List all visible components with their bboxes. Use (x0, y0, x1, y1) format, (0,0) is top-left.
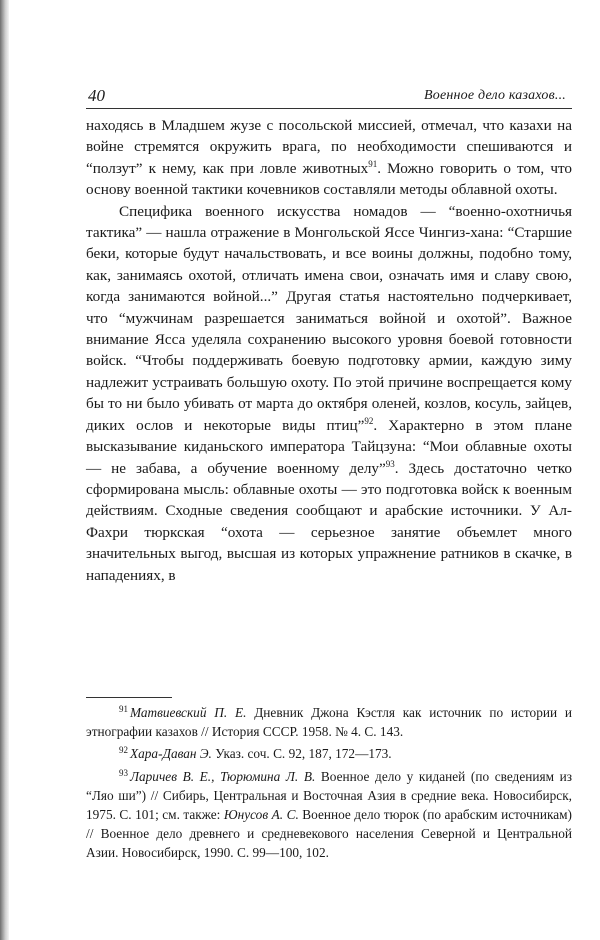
paragraph-1 (86, 115, 572, 201)
footnote-ref-91: 91 (368, 158, 378, 169)
footnote-number: 91 (119, 704, 128, 714)
footnote-91 (86, 703, 572, 741)
footnote-author: Хара-Даван Э. (130, 746, 212, 762)
footnote-author-2: Юнусов А. С. (223, 807, 299, 823)
p1-text-1: находясь в Младшем жузе с посольской миссией, отмечал, что казахи на войне стремятся окружить врага, по необходимости спешиваются и “ползут” к нему, как при ловле животных (86, 117, 572, 177)
footnote-number: 93 (119, 767, 128, 778)
footnote-92 (86, 744, 572, 763)
p2-text-3: . Здесь достаточно четко сформирована мысль: облавные охоты — это подготовка войск к военным действиям. Сходные сведения сообщают и арабские источники. У Ал-Фахри тюркская “охота — серьезное занятие объемлет много значительных выгод, высшая из которых упражнение ратников в скачке, в нападениях, в (86, 459, 572, 584)
body-text (86, 115, 572, 586)
header-rule (86, 108, 572, 109)
p2-text-2: . Характерно в этом плане высказывание киданьского императора Тайцзуна: “Мои облавные охоты — не забава, а обучение военному делу” (86, 416, 572, 477)
footnote-text: Дневник Джона Кэстля как источник по истории и этнографии казахов // История СССР. 1958. № 4. С. 143. (86, 705, 572, 740)
page-number: 40 (88, 86, 105, 105)
footnote-ref-93: 93 (385, 458, 395, 469)
footnote-93 (86, 767, 572, 863)
paragraph-2 (86, 201, 572, 586)
footnotes (86, 703, 572, 866)
page-header (86, 86, 572, 108)
p2-text-1: Специфика военного искусства номадов — “военно-охотничья тактика” — нашла отражение в Монгольской Ясcе Чингиз-хана: “Старшие беки, которые будут начальствовать, и все воины должны, подобно тому, как, занимаясь охотой, отличать имена свои, означать имя и славу свою, когда занимаются войной...” Другая статья настоятельно подчеркивает, что “мужчинам разрешается заниматься войной и охотой”. Важное внимание Ясса уделяла сохранению высокого уровня боевой готовности войск. “Чтобы поддерживать боевую подготовку армии, каждую зиму надлежит устраивать большую охоту. По этой причине воспрещается кому бы то ни было убивать от марта до октября оленей, козлов, косуль, зайцев, диких ослов и некоторые виды птиц” (86, 202, 572, 434)
footnote-number: 92 (119, 745, 128, 756)
page-edge-shadow (0, 0, 9, 940)
footnote-author: Матвиевский П. Е. (130, 705, 247, 720)
footnote-ref-92: 92 (364, 415, 374, 426)
running-title: Военное дело казахов... (424, 88, 566, 103)
p1-text-2: . Можно говорить о том, что основу военной тактики кочевников составляли методы облавной охоты. (86, 159, 573, 199)
footnote-text: Указ. соч. С. 92, 187, 172—173. (211, 746, 392, 762)
footnote-rule (86, 697, 172, 698)
footnote-text: Военное дело у киданей (по сведениям из “Ляо ши”) // Сибирь, Центральная и Восточная Азия в средние века. Новосибирск, 1975. С. 101; см. также: (86, 768, 572, 823)
footnote-author: Ларичев В. Е., Тюрюмина Л. В. (130, 768, 316, 784)
footnote-text-2: Военное дело тюрок (по арабским источникам) // Военное дело древнего и средневекового населения Северной и Центральной Азии. Новосибирск, 1990. С. 99—100, 102. (86, 807, 572, 861)
